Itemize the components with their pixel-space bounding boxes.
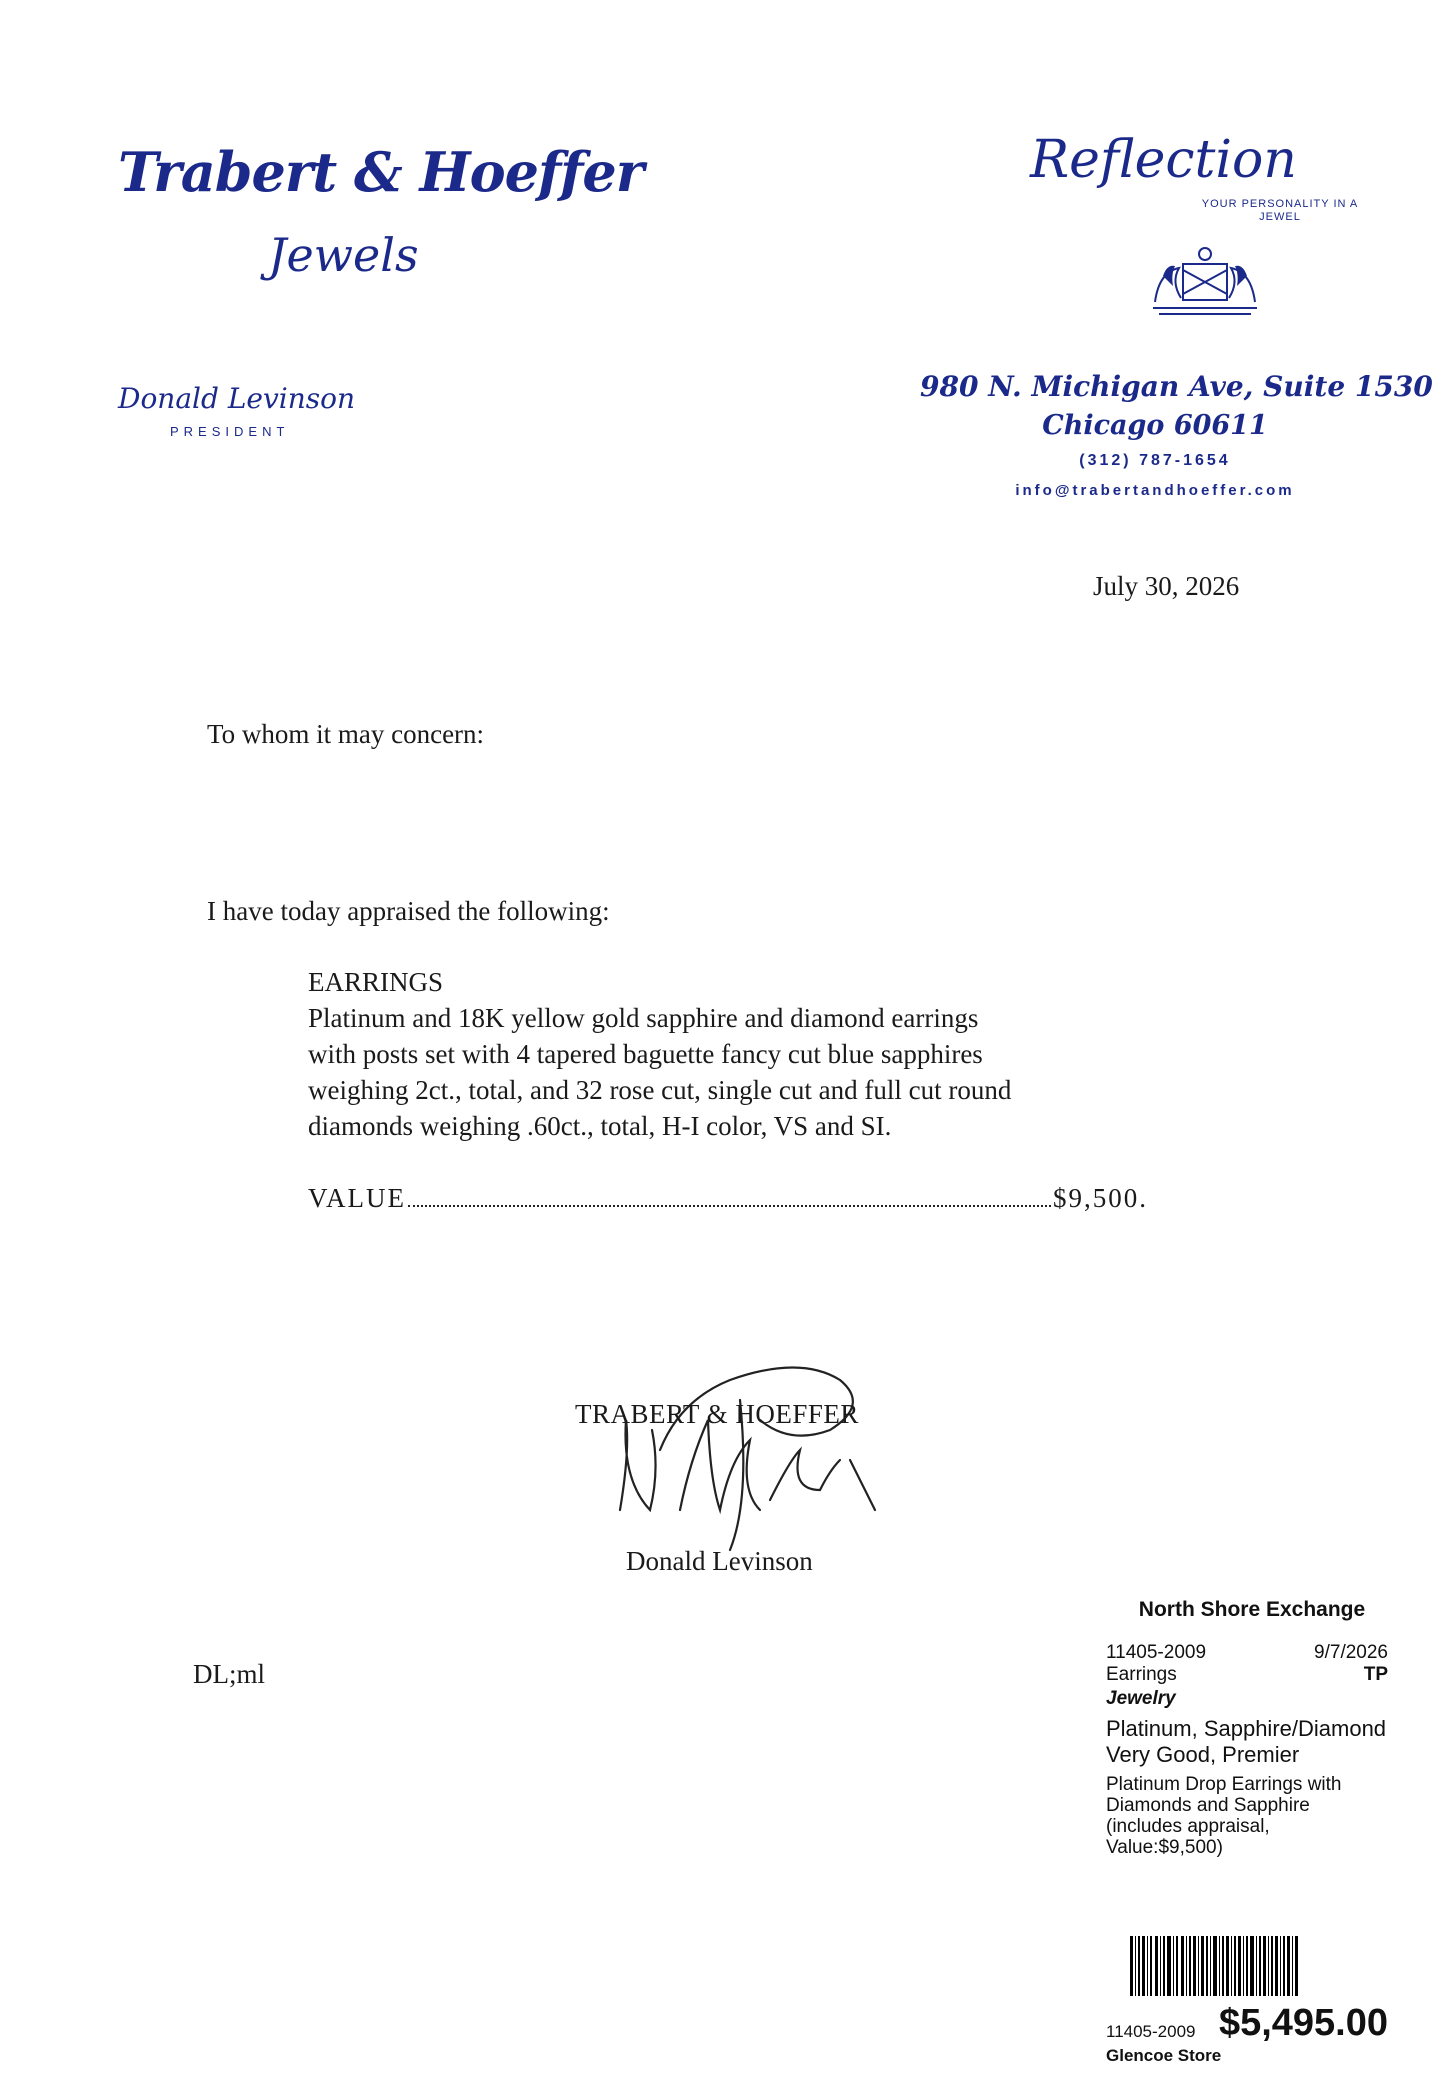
president-name: Donald Levinson xyxy=(118,382,356,415)
tag-initials: TP xyxy=(1363,1664,1388,1685)
value-amount: $9,500. xyxy=(1053,1183,1148,1213)
barcode xyxy=(1130,1936,1300,1996)
appraisal-intro: I have today appraised the following: xyxy=(207,896,610,926)
tag-category: Jewelry xyxy=(1106,1688,1176,1709)
leader-dots xyxy=(408,1205,1051,1207)
tag-row-sku xyxy=(1106,1642,1388,1664)
tag-store-name: North Shore Exchange xyxy=(1138,1598,1366,1621)
reflection-logo: Reflection xyxy=(1030,130,1297,190)
president-title: PRESIDENT xyxy=(170,424,290,439)
letter-date: July 30, 2026 xyxy=(1093,571,1240,601)
description-line: with posts set with 4 tapered baguette fancy cut blue sapphires xyxy=(308,1039,983,1069)
item-description xyxy=(308,1000,1011,1144)
value-label: VALUE xyxy=(308,1183,407,1213)
tag-price: $5,495.00 xyxy=(1218,2002,1388,2044)
crest-icon xyxy=(1145,242,1265,322)
tag-description xyxy=(1106,1774,1376,1858)
value-line xyxy=(308,1180,1148,1216)
item-title: EARRINGS xyxy=(308,967,444,997)
tag-row-item xyxy=(1106,1664,1388,1686)
brand-logo-name: Trabert & Hoeffer xyxy=(118,140,644,204)
description-line: diamonds weighing .60ct., total, H-I color, VS and SI. xyxy=(308,1111,892,1141)
price-tag xyxy=(1098,1590,1398,2070)
typist-initials: DL;ml xyxy=(193,1659,265,1689)
address-city: Chicago 60611 xyxy=(1042,410,1268,441)
tag-condition: Very Good, Premier xyxy=(1106,1742,1300,1767)
signature-company: TRABERT & HOEFFER xyxy=(575,1399,859,1429)
tag-description-line: Platinum Drop Earrings with xyxy=(1106,1774,1342,1795)
tag-description-line: Diamonds and Sapphire xyxy=(1106,1795,1310,1816)
reflection-tagline: YOUR PERSONALITY IN A JEWEL xyxy=(1201,198,1359,223)
description-line: weighing 2ct., total, and 32 rose cut, single cut and full cut round xyxy=(308,1075,1012,1105)
handwritten-signature xyxy=(590,1360,910,1560)
tag-item: Earrings xyxy=(1106,1664,1177,1685)
description-line: Platinum and 18K yellow gold sapphire and diamond earrings xyxy=(308,1003,979,1033)
salutation: To whom it may concern: xyxy=(207,719,485,749)
tag-description-line: (includes appraisal, xyxy=(1106,1816,1270,1837)
tag-description-line: Value:$9,500) xyxy=(1106,1837,1223,1858)
brand-logo-subtitle: Jewels xyxy=(268,228,419,282)
tag-date: 9/7/2026 xyxy=(1314,1642,1388,1663)
phone-number: (312) 787-1654 xyxy=(1079,452,1231,469)
tag-sku: 11405-2009 xyxy=(1106,1642,1207,1663)
address-street: 980 N. Michigan Ave, Suite 1530 xyxy=(920,370,1433,403)
tag-material: Platinum, Sapphire/Diamond xyxy=(1106,1716,1387,1741)
signatory-name: Donald Levinson xyxy=(626,1546,813,1576)
tag-barcode-sku: 11405-2009 xyxy=(1106,2022,1196,2041)
tag-location: Glencoe Store xyxy=(1106,2046,1222,2065)
email-address: info@trabertandhoeffer.com xyxy=(1015,482,1295,499)
